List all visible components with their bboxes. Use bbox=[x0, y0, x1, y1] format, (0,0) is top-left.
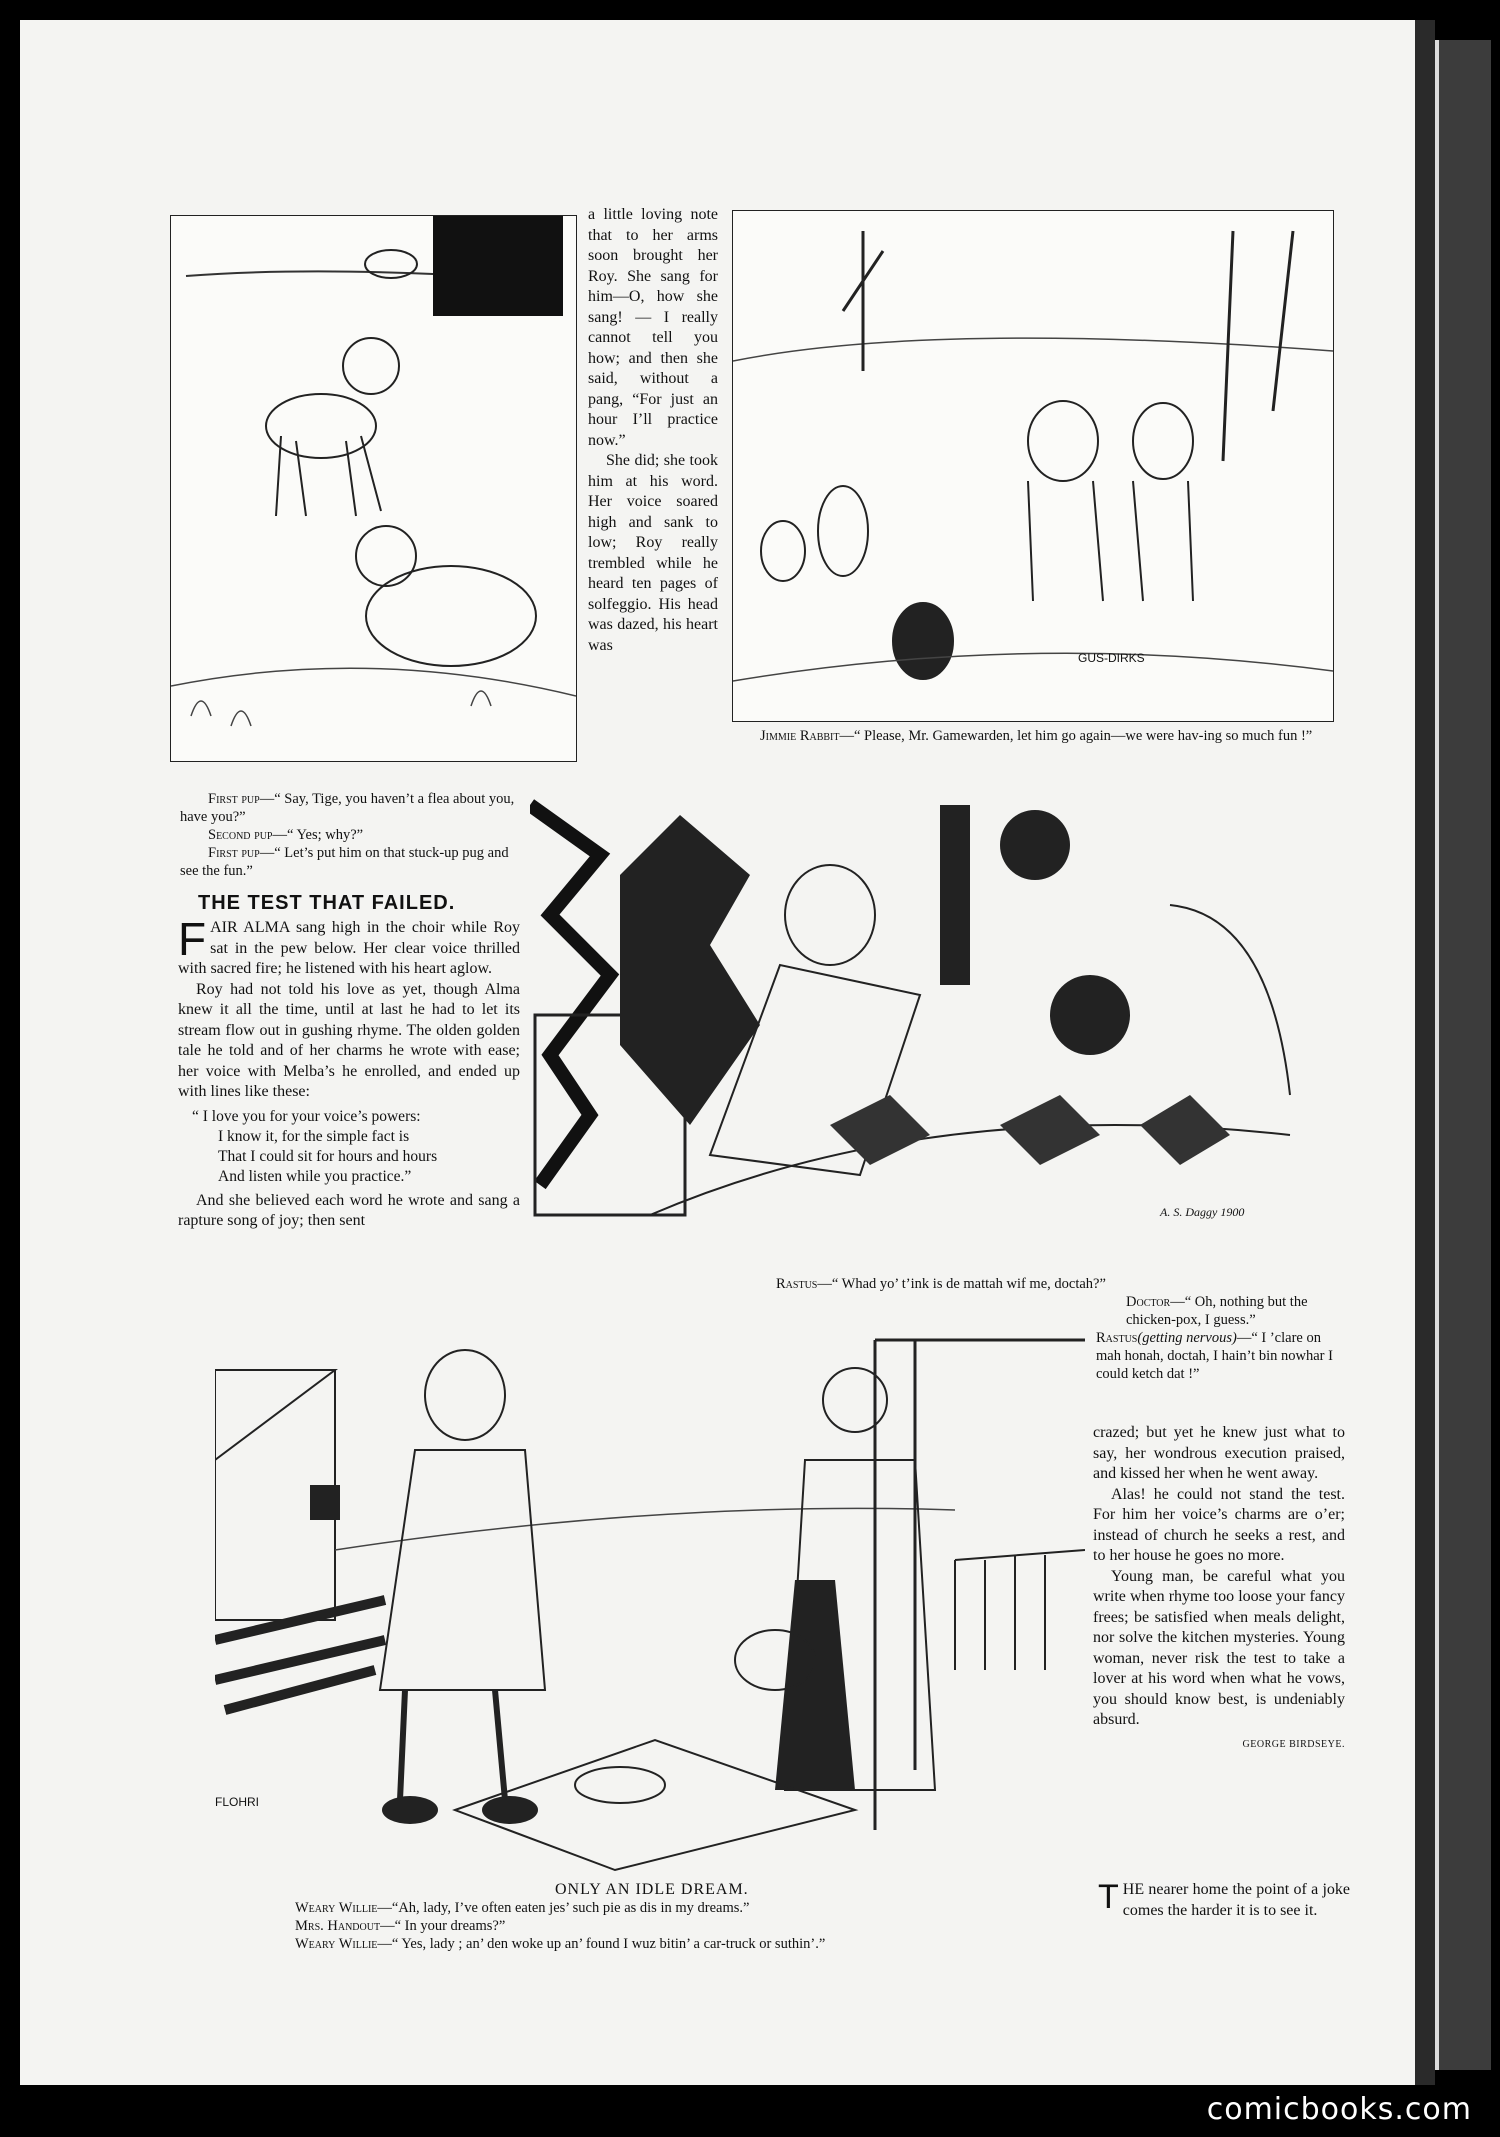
cartoon1-line-2: Second pup—“ Yes; why?” bbox=[208, 827, 364, 843]
story-column-1 bbox=[178, 913, 520, 1232]
joke-text: HE nearer home the point of a joke comes the harder it is to see it. bbox=[1122, 1881, 1350, 1919]
story-paragraph-3: And she believed each word he wrote and sang a rapture song of joy; then sent bbox=[178, 1191, 520, 1229]
cartoon3-line-1: Rastus—“ Whad yo’ t’ink is de mattah wif me, doctah?” bbox=[776, 1276, 1106, 1292]
verse-line-4: And listen while you practice.” bbox=[218, 1167, 412, 1185]
watermark-text: comicbooks.com bbox=[1206, 2092, 1472, 2127]
cartoon1-line-3: First pup—“ Let’s put him on that stuck-up pug and see the fun.” bbox=[180, 845, 509, 879]
story-col3a-text: crazed; but yet he knew just what to say, her wondrous execution praised, and kissed her when he went away. bbox=[1093, 1424, 1345, 1482]
cartoon2-speaker: Jimmie Rabbit bbox=[760, 728, 840, 744]
cartoon4-line-3: Weary Willie—“ Yes, lady ; an’ den woke up an’ found I wuz bitin’ a car-truck or suthin’.” bbox=[295, 1936, 826, 1952]
cartoon3-signature: A. S. Daggy 1900 bbox=[1160, 1205, 1245, 1219]
cartoon2-signature: GUS-DIRKS bbox=[1078, 651, 1145, 665]
verse-line-3: That I could sit for hours and hours bbox=[218, 1147, 438, 1165]
cartoon3-line-2: Doctor—“ Oh, nothing but the chicken-pox, I guess.” bbox=[1126, 1294, 1308, 1328]
rabbits-illustration bbox=[733, 211, 1333, 721]
joke-paragraph bbox=[1098, 1880, 1350, 1921]
story-dropcap: F bbox=[178, 913, 207, 965]
cartoon-weary-willie bbox=[215, 1310, 1085, 1880]
story-column-3 bbox=[1093, 1423, 1345, 1755]
page-spine bbox=[1415, 20, 1435, 2085]
cartoon1-caption bbox=[180, 790, 520, 880]
story-column-2 bbox=[588, 205, 718, 656]
cartoon4-line-2: Mrs. Handout—“ In your dreams?” bbox=[295, 1918, 506, 1934]
story-col2-text: a little loving note that to her arms soon brought her Roy. She sang for him—O, how she sang! — I really cannot tell you how; and then she said, without a pang, “For just an hour I’ll practice now.” bbox=[588, 206, 718, 449]
cartoon-rabbits bbox=[732, 210, 1334, 722]
cartoon3-line-3: Rastus(getting nervous)—“ I ’clare on mah honah, doctah, I hain’t bin nowhar I could ketch dat !” bbox=[1096, 1330, 1333, 1382]
cartoon4-line-1: Weary Willie—“Ah, lady, I’ve often eaten jes’ such pie as dis in my dreams.” bbox=[295, 1900, 750, 1916]
verse-line-1: “ I love you for your voice’s powers: bbox=[192, 1107, 421, 1125]
story-paragraph-1: FAIR ALMA sang high in the choir while Roy sat in the pew below. Her clear voice thrilled with sacred fire; he listened with his heart aglow. bbox=[178, 913, 520, 977]
willie-illustration bbox=[215, 1310, 1085, 1880]
story-verse bbox=[192, 1107, 520, 1187]
story-col3c-text: Young man, be careful what you write when rhyme too loose your fancy frees; be satisfied when meals delight, nor solve the kitchen mysteries. Young woman, never risk the test to take a lover at his word when what he vows, you should know best, is undeniably absurd. bbox=[1093, 1567, 1345, 1728]
cartoon-rastus-doctor bbox=[530, 795, 1310, 1235]
cartoon4-title: ONLY AN IDLE DREAM. bbox=[555, 1881, 749, 1898]
joke-dropcap: T bbox=[1098, 1878, 1119, 1916]
story-col3b-text: Alas! he could not stand the test. For him her voice’s charms are o’er; instead of church he seeks a rest, and to her house he goes no more. bbox=[1093, 1485, 1345, 1564]
facing-page-edge bbox=[1435, 40, 1491, 2070]
rastus-illustration bbox=[530, 795, 1310, 1235]
story-paragraph-2: Roy had not told his love as yet, though Alma knew it all the time, until at last he had to let its stream flow out in gushing rhyme. The olden golden tale he told and of her charms he wrote with ease; her voice with Melba’s he enrolled, and ended up with lines like these: bbox=[178, 980, 520, 1100]
verse-line-2: I know it, for the simple fact is bbox=[218, 1127, 410, 1145]
pups-illustration bbox=[171, 216, 576, 761]
cartoon2-text: —“ Please, Mr. Gamewarden, let him go again—we were hav-ing so much fun !” bbox=[839, 728, 1313, 744]
story-col2b-text: She did; she took him at his word. Her voice soared high and sank to low; Roy really trembled while he heard ten pages of solfeggio. His head was dazed, his heart was bbox=[588, 452, 718, 654]
cartoon1-line-1: First pup—“ Say, Tige, you haven’t a flea about you, have you?” bbox=[180, 791, 515, 825]
story-author: GEORGE BIRDSEYE. bbox=[1242, 1738, 1345, 1750]
cartoon4-signature: FLOHRI bbox=[215, 1795, 260, 1809]
cartoon4-caption bbox=[295, 1899, 1055, 1953]
cartoon2-caption bbox=[760, 727, 1332, 745]
story-heading: THE TEST THAT FAILED. bbox=[198, 892, 456, 914]
cartoon-pups bbox=[170, 215, 577, 762]
